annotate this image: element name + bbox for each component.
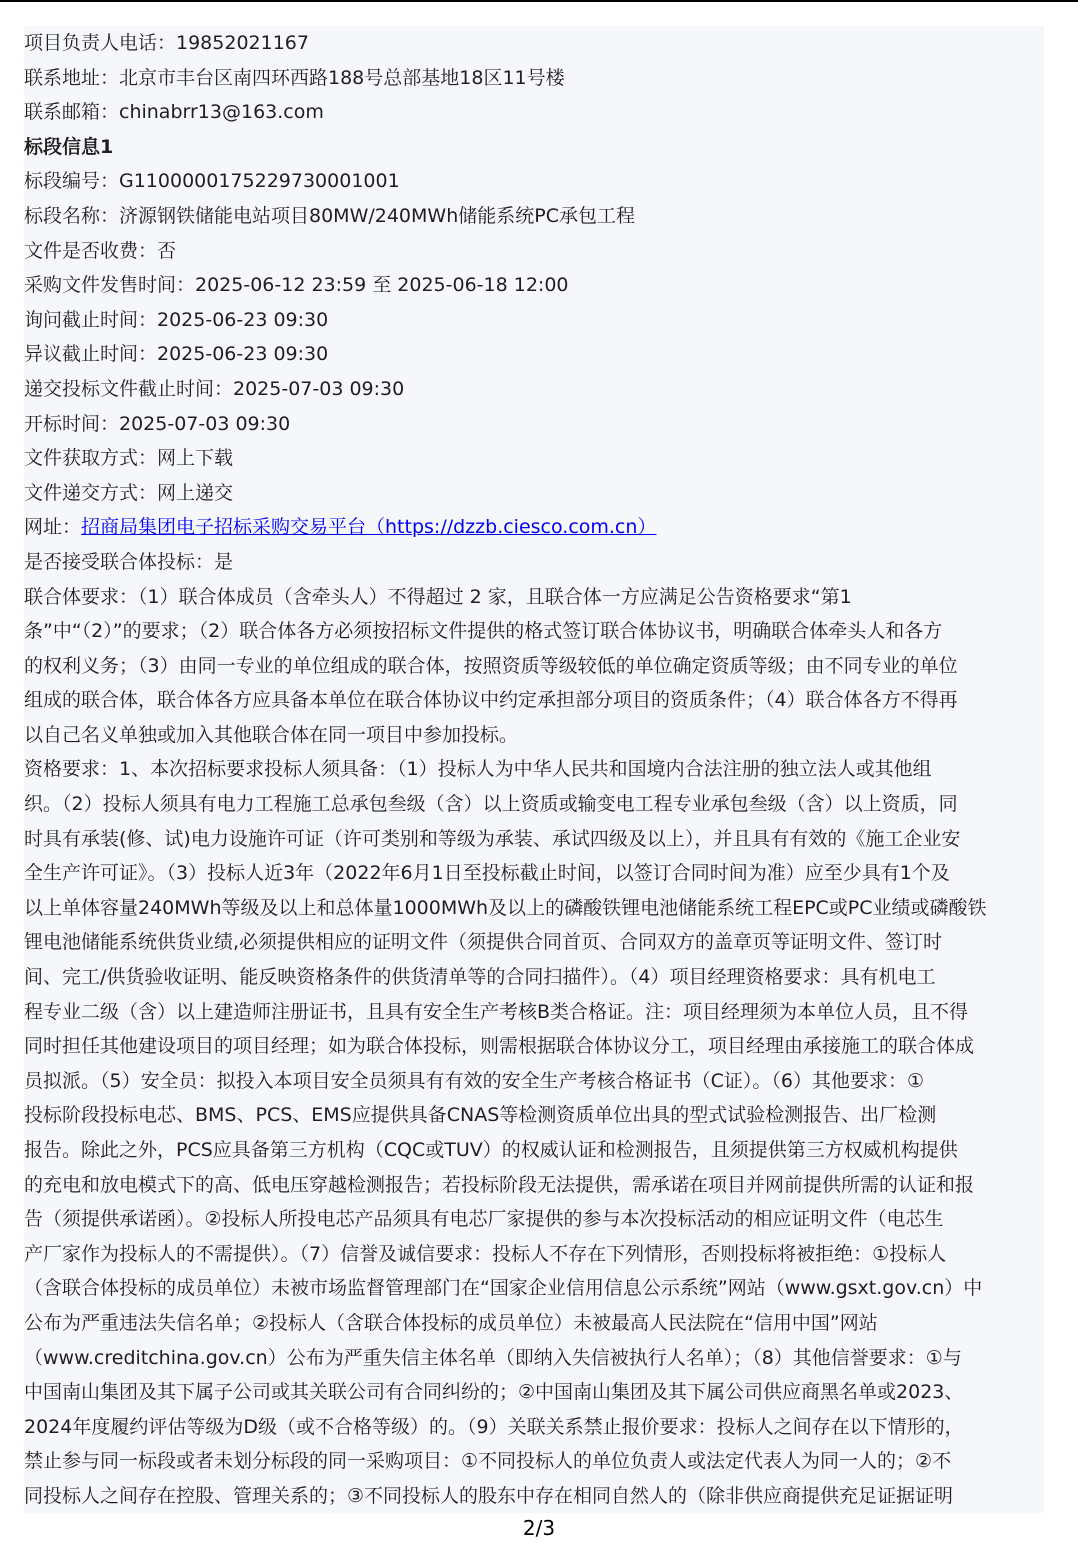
qualification-line: 间、完工/供货验收证明、能反映资格条件的供货清单等的合同扫描件）。（4）项目经理资格要求：具有机电工 <box>24 966 936 989</box>
qualification-line: 全生产许可证》。（3）投标人近3年（2022年6月1日至投标截止时间，以签订合同时间为准）应至少具有1个及 <box>24 862 950 885</box>
page-number: 2/3 <box>522 1516 556 1540</box>
submission-deadline: 递交投标文件截止时间：2025-07-03 09:30 <box>24 377 405 400</box>
consortium-line: 以自己名义单独或加入其他联合体在同一项目中参加投标。 <box>24 723 519 746</box>
qualification-line: 中国南山集团及其下属子公司或其关联公司有合同纠纷的；②中国南山集团及其下属公司供应商黑名单或2023、 <box>24 1381 964 1404</box>
inquiry-deadline: 询问截止时间：2025-06-23 09:30 <box>24 308 329 331</box>
qualification-line: 时具有承装(修、试)电力设施许可证（许可类别和等级为承装、承试四级及以上），并且具有有效的《施工企业安 <box>24 827 961 850</box>
qualification-requirements <box>24 752 1044 1513</box>
section-code: 标段编号：G1100000175229730001001 <box>24 170 400 193</box>
file-fee: 文件是否收费：否 <box>24 239 177 262</box>
qualification-line: 以上单体容量240MWh等级及以上和总体量1000MWh及以上的磷酸铁锂电池储能系统工程EPC或PC业绩或磷酸铁 <box>24 896 987 919</box>
objection-deadline: 异议截止时间：2025-06-23 09:30 <box>24 343 329 366</box>
obtain-method: 文件获取方式：网上下载 <box>24 447 234 470</box>
qualification-line: 员拟派。（5）安全员：拟投入本项目安全员须具有有效的安全生产考核合格证书（C证）。（6）其他要求：① <box>24 1069 924 1092</box>
qualification-line: （含联合体投标的成员单位）未被市场监督管理部门在“国家企业信用信息公示系统”网站（www.gsxt.gov.cn）中 <box>24 1277 983 1300</box>
consortium-line: 的权利义务；（3）由同一专业的单位组成的联合体，按照资质等级较低的单位确定资质等级；由不同专业的单位 <box>24 654 958 677</box>
qualification-line: 同时担任其他建设项目的项目经理；如为联合体投标，则需根据联合体协议分工，项目经理由承接施工的联合体成 <box>24 1035 975 1058</box>
top-divider <box>0 0 1078 2</box>
contact-email: 联系邮箱：chinabrr13@163.com <box>24 101 324 124</box>
qualification-line: 的充电和放电模式下的高、低电压穿越检测报告；若投标阶段无法提供，需承诺在项目并网前提供所需的认证和报 <box>24 1173 975 1196</box>
qualification-line: 织。（2）投标人须具有电力工程施工总承包叁级（含）以上资质或输变电工程专业承包叁级（含）以上资质，同 <box>24 793 958 816</box>
contact-address: 联系地址：北京市丰台区南四环西路188号总部基地18区11号楼 <box>24 66 565 89</box>
submit-method: 文件递交方式：网上递交 <box>24 481 234 504</box>
section-heading: 标段信息1 <box>24 135 114 158</box>
qualification-line: 禁止参与同一标段或者未划分标段的同一采购项目：①不同投标人的单位负责人或法定代表人为同一人的；②不 <box>24 1450 952 1473</box>
qualification-line: 资格要求：1、本次招标要求投标人须具备：（1）投标人为中华人民共和国境内合法注册的独立法人或其他组 <box>24 758 932 781</box>
qualification-line: 产厂家作为投标人的不需提供）。（7）信誉及诚信要求：投标人不存在下列情形，否则投标将被拒绝：①投标人 <box>24 1242 947 1265</box>
qualification-line: （www.creditchina.gov.cn）公布为严重失信主体名单（即纳入失信被执行人名单）；（8）其他信誉要求：①与 <box>24 1346 962 1369</box>
website-label: 网址： <box>24 516 82 539</box>
qualification-line: 告（须提供承诺函）。②投标人所投电芯产品须具有电芯厂家提供的参与本次投标活动的相应证明文件（电芯生 <box>24 1208 944 1231</box>
website-row <box>24 510 1044 545</box>
website-link[interactable]: 招商局集团电子招标采购交易平台（https://dzzb.ciesco.com.cn） <box>81 516 657 539</box>
qualification-line: 同投标人之间存在控股、管理关系的；③不同投标人的股东中存在相同自然人的（除非供应商提供充足证据证明 <box>24 1484 954 1507</box>
consortium-requirements <box>24 580 1044 753</box>
qualification-line: 投标阶段投标电芯、BMS、PCS、EMS应提供具备CNAS等检测资质单位出具的型式试验检测报告、出厂检测 <box>24 1104 937 1127</box>
section-name: 标段名称：济源钢铁储能电站项目80MW/240MWh储能系统PC承包工程 <box>24 204 635 227</box>
contact-phone: 项目负责人电话：19852021167 <box>24 32 309 54</box>
consortium-line: 组成的联合体，联合体各方应具备本单位在联合体协议中约定承担部分项目的资质条件；（4）联合体各方不得再 <box>24 689 958 712</box>
qualification-line: 2024年度履约评估等级为D级（或不合格等级）的。（9）关联关系禁止报价要求：投标人之间存在以下情形的， <box>24 1415 964 1438</box>
consortium-line: 条”中“（2）”的要求；（2）联合体各方必须按招标文件提供的格式签订联合体协议书，明确联合体牵头人和各方 <box>24 620 943 643</box>
sale-period: 采购文件发售时间：2025-06-12 23:59 至 2025-06-18 12:00 <box>24 274 569 297</box>
qualification-line: 公布为严重违法失信名单；②投标人（含联合体投标的成员单位）未被最高人民法院在“信用中国”网站 <box>24 1311 878 1334</box>
consortium-accepted: 是否接受联合体投标：是 <box>24 550 234 573</box>
qualification-line: 程专业二级（含）以上建造师注册证书，且具有安全生产考核B类合格证。注：项目经理须为本单位人员，且不得 <box>24 1000 969 1023</box>
qualification-line: 锂电池储能系统供货业绩,必须提供相应的证明文件（须提供合同首页、合同双方的盖章页等证明文件、签订时 <box>24 931 943 954</box>
opening-time: 开标时间：2025-07-03 09:30 <box>24 412 291 435</box>
consortium-line: 联合体要求：（1）联合体成员（含牵头人）不得超过 2 家，且联合体一方应满足公告资格要求“第1 <box>24 585 852 608</box>
document-body <box>24 26 1044 1513</box>
qualification-line: 报告。除此之外，PCS应具备第三方机构（CQC或TUV）的权威认证和检测报告，且须提供第三方权威机构提供 <box>24 1139 958 1161</box>
